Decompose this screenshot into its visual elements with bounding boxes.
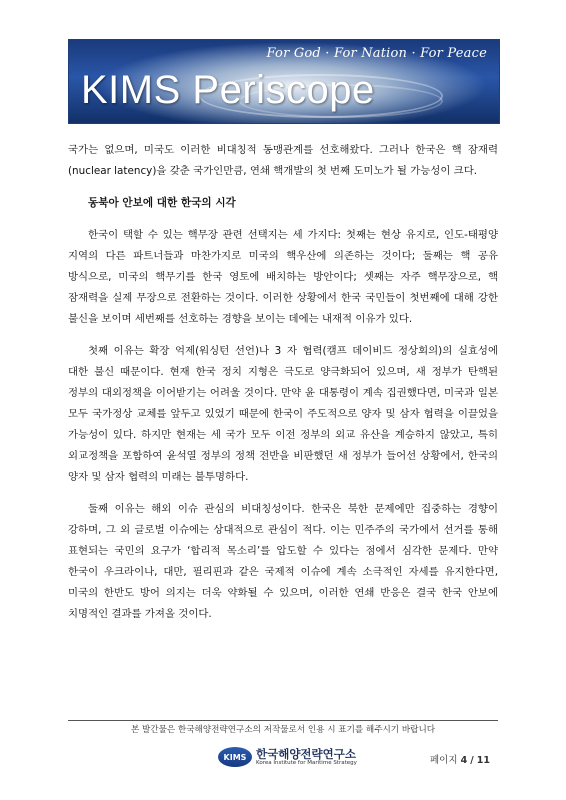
page-number <box>430 752 490 766</box>
header-banner <box>68 39 500 124</box>
org-name-korean: 한국해양전략연구소 <box>256 746 356 761</box>
copyright-notice: 본 발간물은 한국해양전략연구소의 저작물로서 인용 시 표기를 해주시기 바랍니다 <box>130 725 436 735</box>
banner-slogan: For God · For Nation · For Peace <box>266 46 487 61</box>
kims-logo-icon: KIMS <box>218 747 252 767</box>
footer-divider <box>68 720 498 721</box>
paragraph-1: 한국이 택할 수 있는 핵무장 관련 선택지는 세 가지다: 첫째는 현상 유지로, 인도-태평양 지역의 다른 파트너들과 마찬가지로 미국의 핵우산에 의존하는 것이다; 둘째는 핵 공유 방식으로, 미국의 핵무기를 한국 영토에 배치하는 방안이다; 셋째는 자주 핵무장으로, 핵 잠재력을 실제 무장으로 전환하는 것이다. 이러한 상황에서 한국 국민들이 첫번째에 대해 강한 불신을 보이며 세번째를 선호하는 경향을 보이는 데에는 내재적 이유가 있다. <box>68 229 498 325</box>
paragraph-3: 둘째 이유는 해외 이슈 관심의 비대칭성이다. 한국은 북한 문제에만 집중하는 경향이 강하며, 그 외 글로벌 이슈에는 상대적으로 관심이 적다. 이는 민주주의 국가에서 선거를 통해 표현되는 국민의 요구가 ‘합리적 목소리’를 압도할 수 있다는 점에서 심각한 문제다. 만약 한국이 우크라이나, 대만, 필리핀과 같은 국제적 이슈에 계속 소극적인 자세를 유지한다면, 미국의 한반도 방어 의지는 더욱 약화될 수 있으며, 이러한 연쇄 반응은 결국 한국 안보에 치명적인 결과를 가져올 것이다. <box>68 503 498 620</box>
paragraph-2: 첫째 이유는 확장 억제(워싱턴 선언)나 3 자 협력(캠프 데이비드 정상회의)의 실효성에 대한 불신 때문이다. 현재 한국 정치 지형은 극도로 양극화되어 있으며, 새 정부가 탄핵된 정부의 대외정책을 이어받기는 어려울 것이다. 만약 윤 대통령이 계속 집권했다면, 미국과 일본 모두 국가정상 교체를 앞두고 있었기 때문에 한국이 주도적으로 양자 및 삼자 협력을 이끌었을 가능성이 있다. 하지만 현재는 세 국가 모두 이전 정부의 외교 유산을 계승하지 않았고, 특히 외교정책을 포함하여 윤석열 정부의 정책 전반을 비판했던 새 정부가 들어선 상황에서, 한국의 양자 및 삼자 협력의 미래는 불투명하다. <box>68 345 498 483</box>
banner-logo-text: KIMS Periscope <box>81 68 375 112</box>
page-total: 11 <box>476 755 490 766</box>
page-separator: / <box>470 755 474 766</box>
paragraph-intro: 국가는 없으며, 미국도 이러한 비대칭적 동맹관계를 선호해왔다. 그러나 한국은 핵 잠재력(nuclear latency)을 갖춘 국가인만큼, 연쇄 핵개발의 첫 번째 도미노가 될 가능성이 크다. <box>68 144 498 177</box>
org-name-english: Korea Institute for Maritime Strategy <box>256 760 357 767</box>
org-logo <box>218 744 357 770</box>
document-body <box>68 140 498 636</box>
page-label: 페이지 <box>430 755 458 766</box>
page-current: 4 <box>460 755 468 766</box>
section-heading: 동북아 안보에 대한 한국의 시각 <box>88 197 236 209</box>
